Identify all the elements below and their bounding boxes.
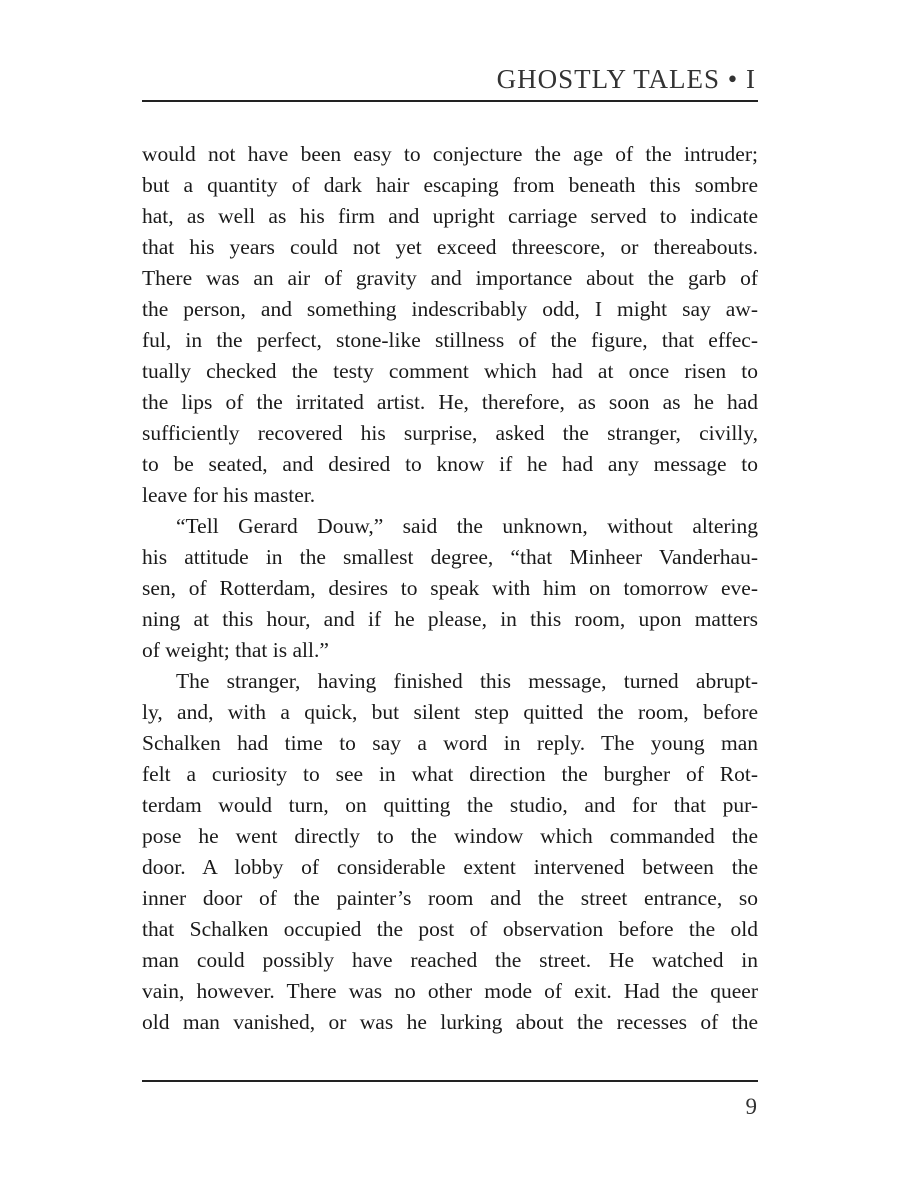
text-line: vain, however. There was no other mode of exit. Had the queer [142, 979, 758, 1003]
text-line: his attitude in the smallest degree, “that Minheer Vanderhau- [142, 545, 758, 569]
text-line: old man vanished, or was he lurking about the recesses of the [142, 1010, 758, 1034]
text-line: sufficiently recovered his surprise, asked the stranger, civilly, [142, 421, 758, 445]
text-line: tually checked the testy comment which had at once risen to [142, 359, 758, 383]
text-line: man could possibly have reached the street. He watched in [142, 948, 758, 972]
text-line: the person, and something indescribably odd, I might say aw- [142, 297, 758, 321]
text-line: would not have been easy to conjecture the age of the intruder; [142, 142, 758, 166]
text-line: terdam would turn, on quitting the studio, and for that pur- [142, 793, 758, 817]
text-line: leave for his master. [142, 483, 316, 507]
text-line: that Schalken occupied the post of observation before the old [142, 917, 758, 941]
running-header [142, 62, 758, 102]
text-line: hat, as well as his firm and upright carriage served to indicate [142, 204, 758, 228]
text-line: There was an air of gravity and importance about the garb of [142, 266, 758, 290]
text-line: door. A lobby of considerable extent intervened between the [142, 855, 758, 879]
text-line: ning at this hour, and if he please, in this room, upon matters [142, 607, 758, 631]
paragraph-start-line: The stranger, having finished this message, turned abrupt- [176, 669, 758, 693]
text-line: pose he went directly to the window which commanded the [142, 824, 758, 848]
text-line: ly, and, with a quick, but silent step quitted the room, before [142, 700, 758, 724]
text-line: felt a curiosity to see in what direction the burgher of Rot- [142, 762, 758, 786]
text-line: sen, of Rotterdam, desires to speak with him on tomorrow eve- [142, 576, 758, 600]
text-line: but a quantity of dark hair escaping from beneath this sombre [142, 173, 758, 197]
paragraph-start-line: “Tell Gerard Douw,” said the unknown, without altering [176, 514, 758, 538]
text-line: to be seated, and desired to know if he had any message to [142, 452, 758, 476]
text-line: the lips of the irritated artist. He, therefore, as soon as he had [142, 390, 758, 414]
text-line: inner door of the painter’s room and the street entrance, so [142, 886, 758, 910]
footer-rule [142, 1080, 758, 1082]
running-head-title: GHOSTLY TALES • I [496, 64, 756, 94]
text-line: ful, in the perfect, stone-like stillness of the figure, that effec- [142, 328, 758, 352]
text-line: that his years could not yet exceed threescore, or thereabouts. [142, 235, 758, 259]
text-line: Schalken had time to say a word in reply. The young man [142, 731, 758, 755]
page-number: 9 [745, 1094, 757, 1119]
header-rule [142, 100, 758, 102]
body-text [142, 139, 758, 1038]
text-line: of weight; that is all.” [142, 638, 329, 662]
